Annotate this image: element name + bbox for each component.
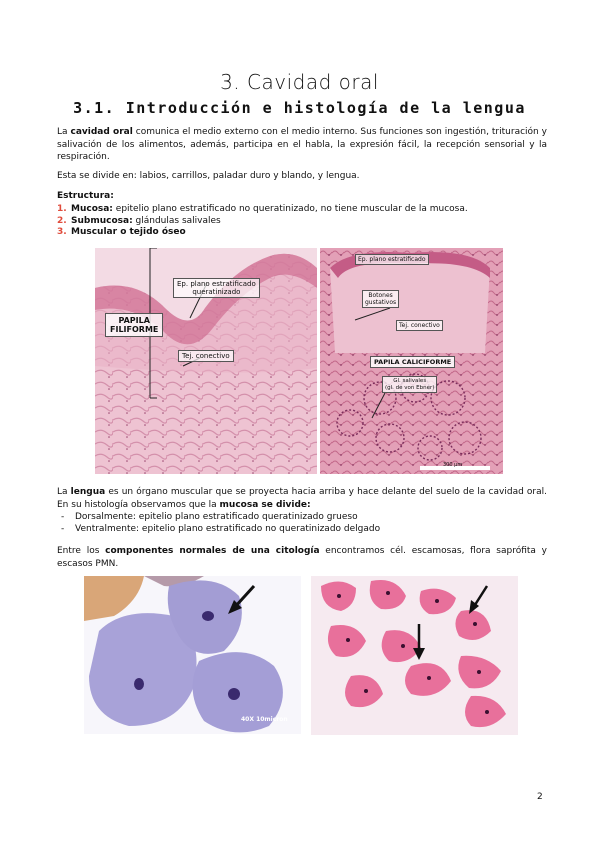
division-paragraph: Esta se divide en: labios, carrillos, paladar duro y blando, y lengua.: [57, 171, 360, 181]
lengua-paragraph: La lengua es un órgano muscular que se proyecta hacia arriba y hace delante del suelo de la cavidad oral. En su histología observamos que la mucosa se divide:: [57, 487, 548, 510]
citologia-paragraph: Entre los componentes normales de una citología encontramos cél. escamosas, flora saprófita y escasos PMN.: [57, 546, 547, 569]
epithelium-label: Ep. plano estratificado queratinizado: [173, 278, 260, 298]
list-item: - Ventralmente: epitelio plano estratificado no queratinizado delgado: [61, 523, 381, 534]
connective-tissue-label: Tej. conectivo: [396, 320, 443, 331]
list-item: - Dorsalmente: epitelio plano estratificado queratinizado grueso: [61, 512, 358, 522]
pap-smear-micrograph: [311, 576, 518, 735]
epithelium-label: Ep. plano estratificado: [355, 254, 429, 265]
list-item: 3. Muscular o tejido óseo: [57, 227, 186, 237]
glandulas-salivales-label: Gl. salivales (gl. de von Ebner): [382, 376, 437, 393]
filiform-papilla-micrograph: [95, 248, 317, 474]
page-title: 3. Cavidad oral: [220, 70, 379, 94]
lengua-list: [57, 512, 547, 535]
papila-filiforme-label: PAPILA FILIFORME: [105, 313, 163, 337]
botones-gustativos-label: Botones gustativos: [362, 290, 399, 308]
scale-bar-label: 300 µm: [443, 462, 463, 468]
squamous-cells-micrograph: [84, 576, 301, 734]
list-item: 1. Mucosa: epitelio plano estratificado no queratinizado, no tiene muscular de la mucosa.: [57, 204, 468, 214]
magnification-label: 40X 10micron: [241, 716, 288, 723]
page-number: 2: [537, 792, 543, 802]
circumvallate-papilla-micrograph: [320, 248, 503, 474]
connective-tissue-label: Tej. conectivo: [178, 350, 234, 362]
list-item: 2. Submucosa: glándulas salivales: [57, 215, 221, 226]
intro-paragraph: La cavidad oral comunica el medio externo con el medio interno. Sus funciones son ingestión, trituración y salivación de los alimentos, además, participa en el habla, la expresión fácil, la recepción sensorial y la respiración.: [57, 127, 548, 163]
papila-caliciforme-label: PAPILA CALICIFORME: [370, 356, 455, 368]
estructura-list: [57, 204, 547, 239]
estructura-heading: Estructura:: [57, 191, 114, 201]
section-title: 3.1. Introducción e histología de la lengua: [73, 99, 526, 117]
